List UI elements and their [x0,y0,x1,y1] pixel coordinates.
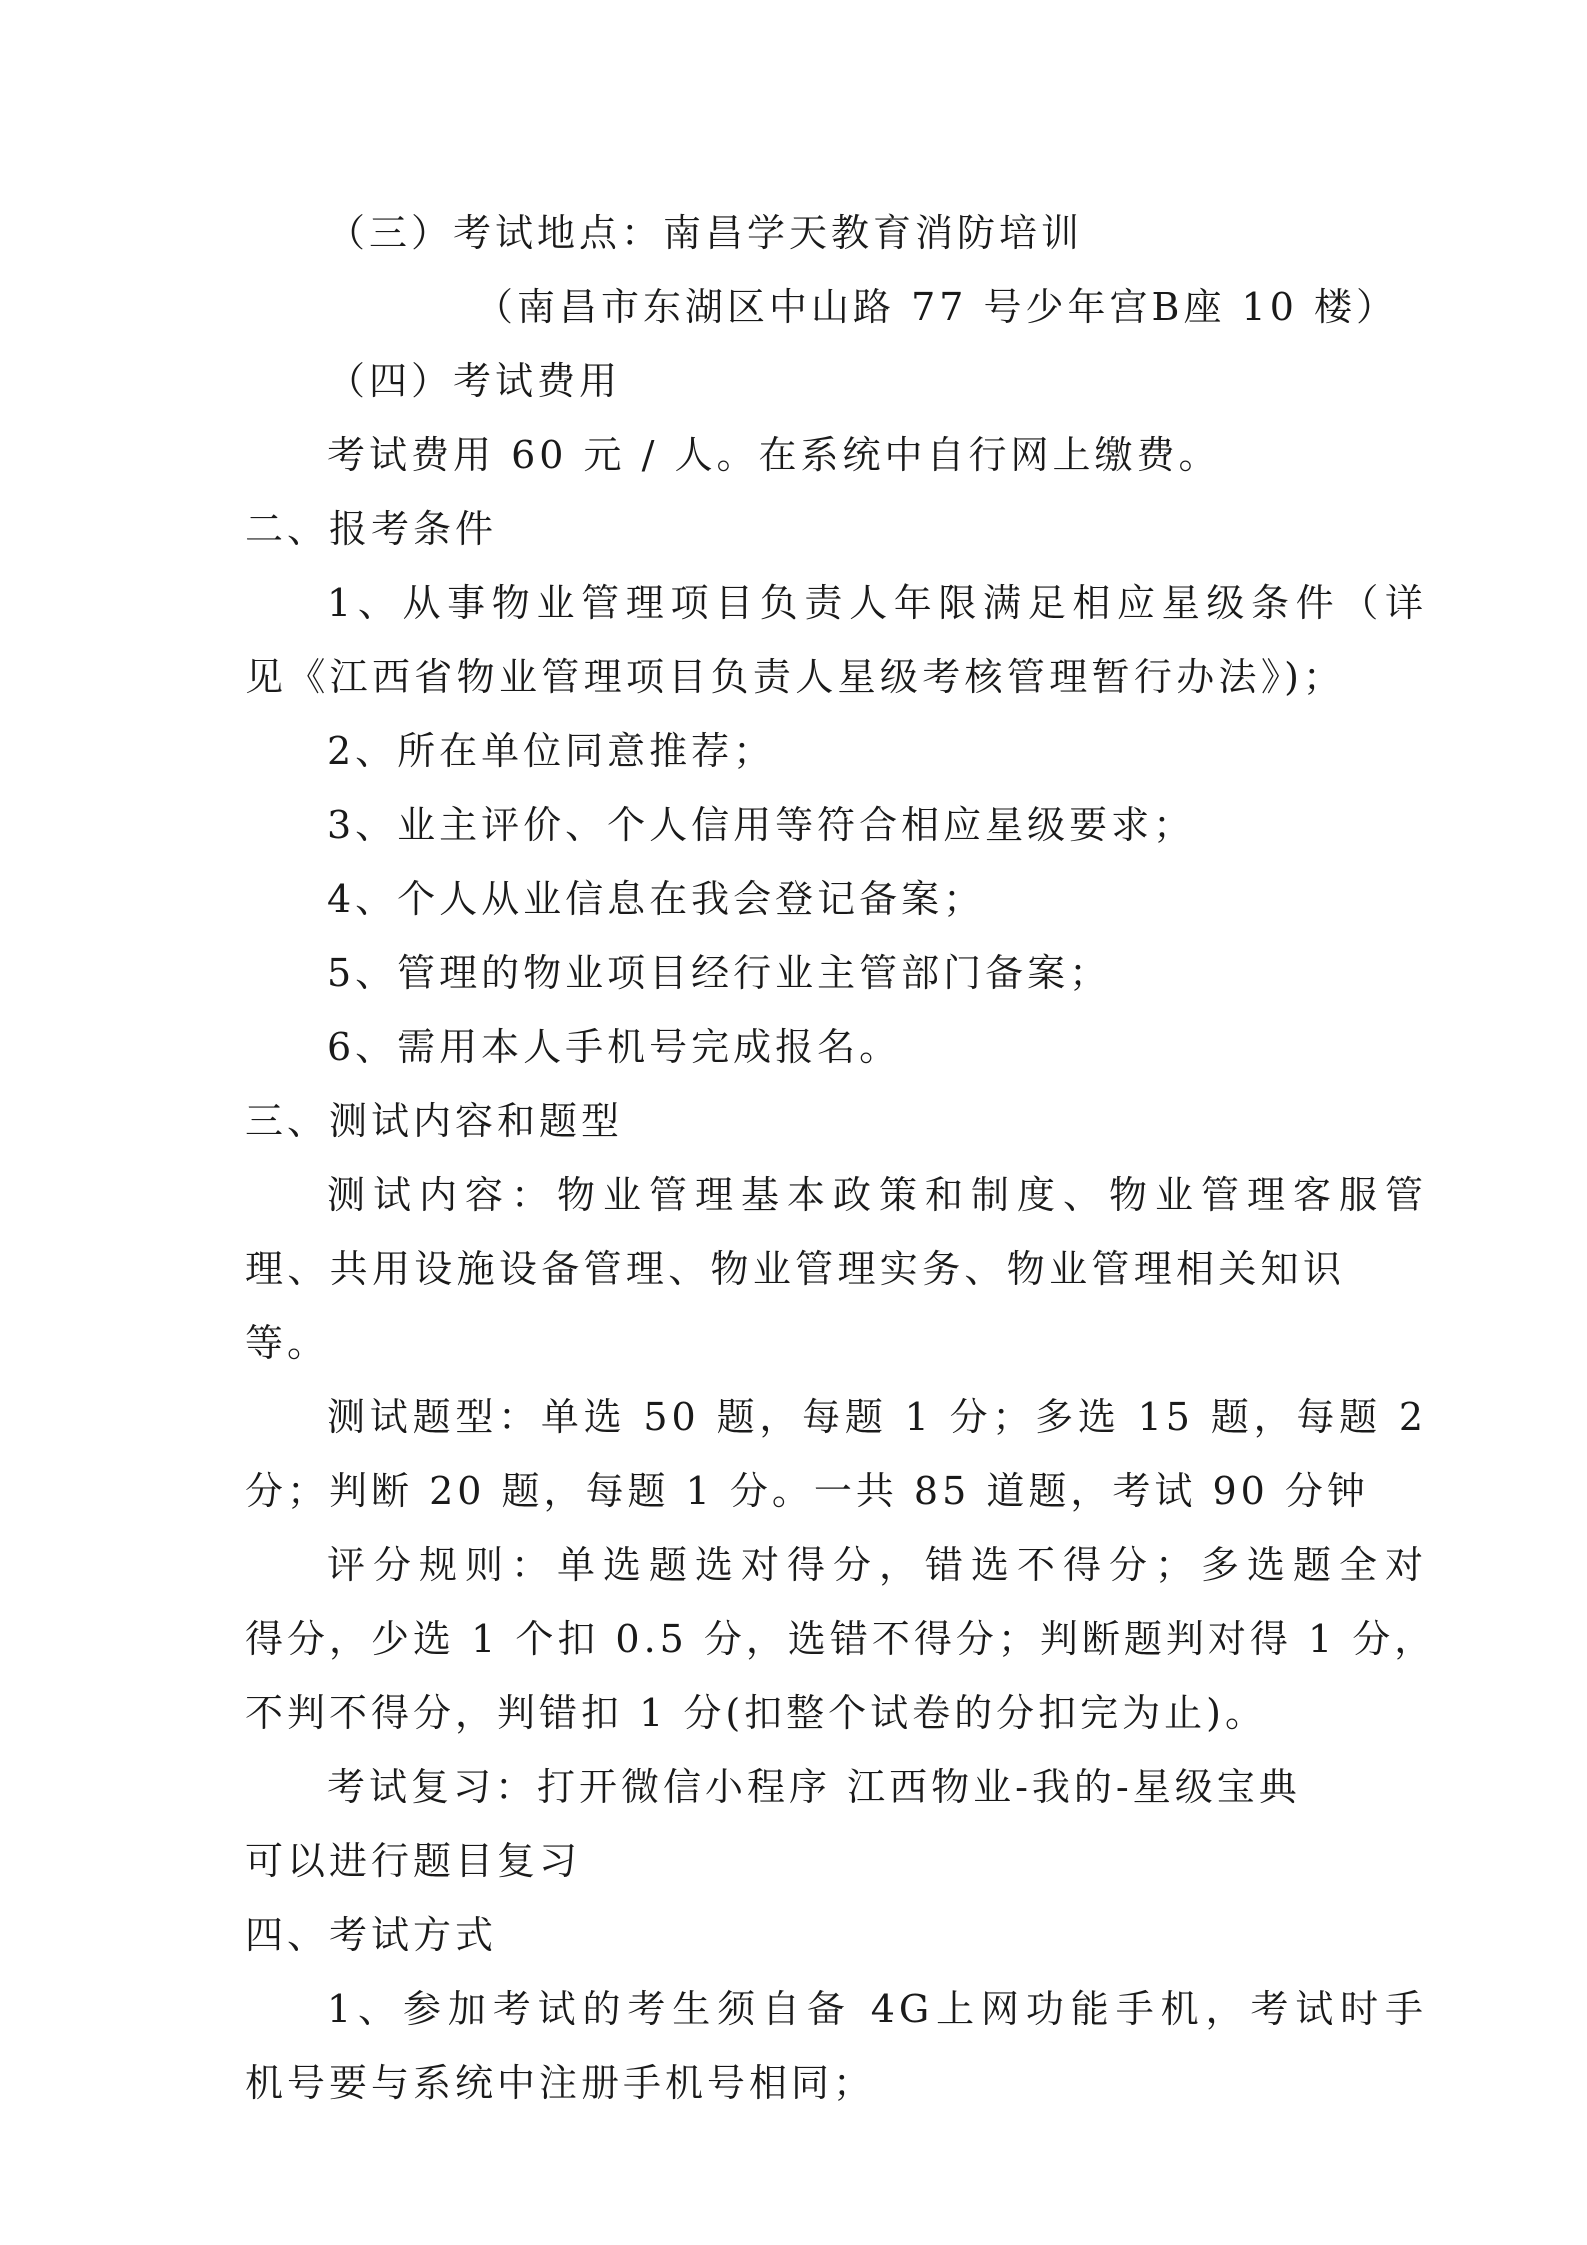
review-line-1: 考试复习：打开微信小程序 江西物业-我的-星级宝典 [327,1765,1301,1809]
exam-method-1-line-2: 机号要与系统中注册手机号相同； [245,2061,876,2105]
heading-exam-method: 四、考试方式 [245,1913,498,1957]
question-types-line-1: 测试题型：单选 50 题，每题 1 分；多选 15 题，每题 2 [327,1395,1427,1439]
requirement-6: 6、需用本人手机号完成报名。 [327,1025,902,1069]
requirement-4: 4、个人从业信息在我会登记备案； [327,877,986,921]
scoring-rules-line-3: 不判不得分，判错扣 1 分(扣整个试卷的分扣完为止)。 [245,1691,1267,1735]
heading-requirements: 二、报考条件 [245,507,498,551]
test-content-line-3: 等。 [245,1321,330,1365]
scoring-rules-line-2: 得分，少选 1 个扣 0.5 分，选错不得分；判断题判对得 1 分， [245,1617,1437,1661]
requirement-3: 3、业主评价、个人信用等符合相应星级要求； [327,803,1196,847]
fee-paragraph: 考试费用 60 元 / 人。在系统中自行网上缴费。 [327,433,1221,477]
scoring-rules-line-1: 评分规则：单选题选对得分，错选不得分；多选题全对 [327,1543,1427,1587]
requirement-1-line-2: 见《江西省物业管理项目负责人星级考核管理暂行办法》)； [245,655,1345,699]
test-content-line-1: 测试内容：物业管理基本政策和制度、物业管理客服管 [327,1173,1427,1217]
heading-test-content: 三、测试内容和题型 [245,1099,624,1143]
section-4-fee-heading: （四）考试费用 [327,359,622,403]
requirement-5: 5、管理的物业项目经行业主管部门备案； [327,951,1112,995]
exam-method-1-line-1: 1、参加考试的考生须自备 4G上网功能手机，考试时手 [327,1987,1427,2031]
location-address: （南昌市东湖区中山路 77 号少年宫B座 10 楼） [475,285,1398,329]
requirement-2: 2、所在单位同意推荐； [327,729,776,773]
section-3-location-heading: （三）考试地点：南昌学天教育消防培训 [327,211,1084,255]
requirement-1-line-1: 1、从事物业管理项目负责人年限满足相应星级条件（详 [327,581,1427,625]
question-types-line-2: 分；判断 20 题，每题 1 分。一共 85 道题，考试 90 分钟 [245,1469,1369,1513]
test-content-line-2: 理、共用设施设备管理、物业管理实务、物业管理相关知识 [245,1247,1345,1291]
review-line-2: 可以进行题目复习 [245,1839,582,1883]
